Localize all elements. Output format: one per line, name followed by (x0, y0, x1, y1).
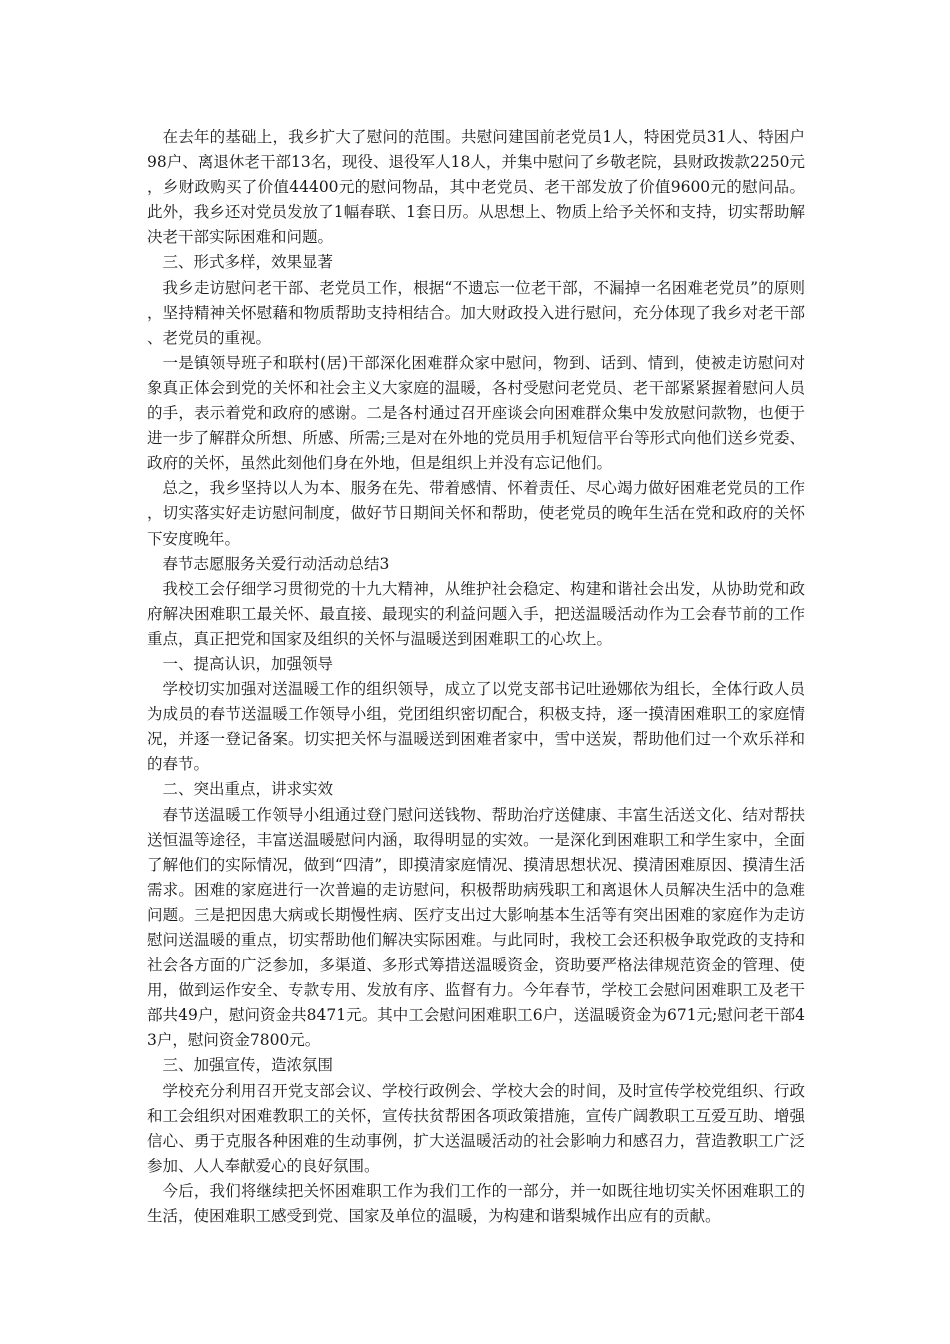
section-heading-2: 二、突出重点，讲求实效 (162, 780, 334, 799)
paragraph-closing: 今后，我们将继续把关怀困难职工作为我们工作的一部分，并一如既往地切实关怀困难职工的生活，使困难职工感受到党、国家及单位的温暖，为构建和谐梨城作出应有的贡献。 (147, 1181, 805, 1226)
paragraph: 学校充分利用召开党支部会议、学校行政例会、学校大会的时间，及时宣传学校党组织、行政和工会组织对困难教职工的关怀，宣传扶贫帮困各项政策措施，宣传广阔教职工互爱互助、增强信心、勇于克服各种困难的生动事例，扩大送温暖活动的社会影响力和感召力，营造教职工广泛参加、人人奉献爱心的良好氛围。 (147, 1081, 805, 1175)
document-body (147, 125, 805, 1229)
paragraph: 我乡走访慰问老干部、老党员工作，根据“不遗忘一位老干部，不漏掉一名困难老党员”的原则，坚持精神关怀慰藉和物质帮助支持相结合。加大财政投入进行慰问，充分体现了我乡对老干部、老党员的重视。 (147, 278, 805, 347)
section-heading-3: 三、形式多样，效果显著 (162, 253, 334, 272)
paragraph-conclusion: 总之，我乡坚持以人为本、服务在先、带着感情、怀着责任、尽心竭力做好困难老党员的工作，切实落实好走访慰问制度，做好节日期间关怀和帮助，使老党员的晚年生活在党和政府的关怀下安度晚年。 (147, 479, 805, 548)
paragraph: 我校工会仔细学习贯彻党的十九大精神，从维护社会稳定、构建和谐社会出发，从协助党和政府解决困难职工最关怀、最直接、最现实的利益问题入手，把送温暖活动作为工会春节前的工作重点，真正把党和国家及组织的关怀与温暖送到困难职工的心坎上。 (147, 579, 805, 648)
paragraph-intro: 在去年的基础上，我乡扩大了慰问的范围。共慰问建国前老党员1人，特困党员31人、特困户98户、离退休老干部13名，现役、退役军人18人，并集中慰问了乡敬老院，县财政拨款2250元，乡财政购买了价值44400元的慰问物品，其中老党员、老干部发放了价值9600元的慰问品。此外，我乡还对党员发放了1幅春联、1套日历。从思想上、物质上给予关怀和支持，切实帮助解决老干部实际困难和问题。 (147, 128, 805, 247)
document-subtitle: 春节志愿服务关爱行动活动总结3 (162, 554, 390, 573)
section-heading-3b: 三、加强宣传，造浓氛围 (162, 1056, 334, 1075)
paragraph: 一是镇领导班子和联村(居)干部深化困难群众家中慰问，物到、话到、情到，使被走访慰问对象真正体会到党的关怀和社会主义大家庭的温暖，各村受慰问老党员、老干部紧紧握着慰问人员的手，表示着党和政府的感谢。二是各村通过召开座谈会向困难群众集中发放慰问款物，也便于进一步了解群众所想、所感、所需;三是对在外地的党员用手机短信平台等形式向他们送乡党委、政府的关怀，虽然此刻他们身在外地，但是组织上并没有忘记他们。 (147, 353, 805, 473)
section-heading-1: 一、提高认识，加强领导 (162, 654, 334, 673)
paragraph: 学校切实加强对送温暖工作的组织领导，成立了以党支部书记吐逊娜依为组长，全体行政人员为成员的春节送温暖工作领导小组，党团组织密切配合，积极支持，逐一摸清困难职工的家庭情况，并逐一登记备案。切实把关怀与温暖送到困难者家中，雪中送炭，帮助他们过一个欢乐祥和的春节。 (147, 680, 805, 774)
paragraph: 春节送温暖工作领导小组通过登门慰问送钱物、帮助治疗送健康、丰富生活送文化、结对帮扶送恒温等途径，丰富送温暖慰问内涵，取得明显的实效。一是深化到困难职工和学生家中，全面了解他们的实际情况，做到“四清”，即摸清家庭情况、摸清思想状况、摸清困难原因、摸清生活需求。困难的家庭进行一次普遍的走访慰问，积极帮助病残职工和离退休人员解决生活中的急难问题。三是把因患大病或长期慢性病、医疗支出过大影响基本生活等有突出困难的家庭作为走访慰问送温暖的重点，切实帮助他们解决实际困难。与此同时，我校工会还积极争取党政的支持和社会各方面的广泛参加，多渠道、多形式筹措送温暖资金，资助要严格法律规范资金的管理、使用，做到运作安全、专款专用、发放有序、监督有力。今年春节，学校工会慰问困难职工及老干部共49户，慰问资金共8471元。其中工会慰问困难职工6户，送温暖资金为671元;慰问老干部43户，慰问资金7800元。 (147, 805, 805, 1050)
